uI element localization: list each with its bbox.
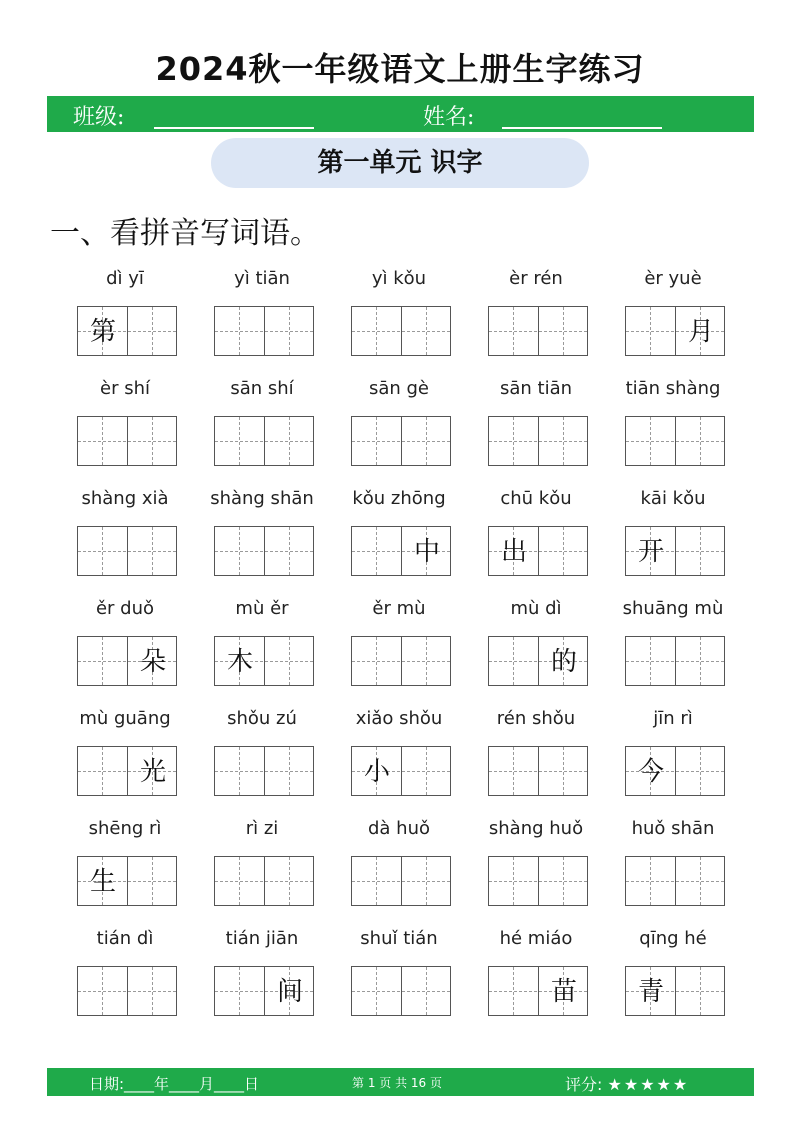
- pinyin-label: xiǎo shǒu: [355, 708, 443, 729]
- given-character: 中: [413, 537, 440, 567]
- given-character: [265, 417, 315, 467]
- pinyin-label: tiān shàng: [625, 378, 721, 399]
- given-character: 青: [637, 977, 664, 1007]
- score-label: 评分:: [565, 1075, 603, 1094]
- given-character: [402, 857, 452, 907]
- writing-box[interactable]: [488, 306, 588, 356]
- pinyin-label: kāi kǒu: [640, 488, 706, 509]
- writing-box[interactable]: [77, 746, 177, 796]
- given-character: [489, 307, 539, 357]
- unit-title: 第一单元 识字: [211, 138, 589, 188]
- info-bar: [47, 96, 754, 132]
- pinyin-label: yì tiān: [234, 268, 290, 289]
- given-character: [215, 417, 265, 467]
- writing-box[interactable]: [77, 416, 177, 466]
- given-character: [215, 857, 265, 907]
- pinyin-label: shuāng mù: [622, 598, 724, 619]
- given-character: 开: [637, 537, 664, 567]
- given-character: [265, 857, 315, 907]
- name-input-line[interactable]: [502, 127, 662, 129]
- pinyin-label: tián dì: [96, 928, 154, 949]
- given-character: [539, 527, 589, 577]
- given-character: [402, 747, 452, 797]
- given-character: 光: [139, 757, 166, 787]
- writing-box[interactable]: [625, 856, 725, 906]
- pinyin-label: shǒu zú: [227, 708, 297, 729]
- pinyin-label: qīng hé: [639, 928, 707, 949]
- writing-box[interactable]: [625, 966, 725, 1016]
- given-character: 木: [226, 647, 253, 677]
- given-character: [78, 967, 128, 1017]
- writing-box[interactable]: [214, 746, 314, 796]
- given-character: [676, 857, 726, 907]
- given-character: 出: [500, 537, 527, 567]
- writing-box[interactable]: [77, 856, 177, 906]
- given-character: [215, 527, 265, 577]
- pinyin-label: rén shǒu: [496, 708, 576, 729]
- pinyin-label: hé miáo: [499, 928, 573, 949]
- page-number: 第 1 页 共 16 页: [352, 1076, 442, 1090]
- writing-box[interactable]: [77, 636, 177, 686]
- pinyin-label: tián jiān: [225, 928, 299, 949]
- writing-box[interactable]: [77, 526, 177, 576]
- pinyin-label: ěr mù: [372, 598, 426, 619]
- pinyin-label: èr shí: [100, 378, 150, 399]
- pinyin-label: sān gè: [368, 378, 430, 399]
- given-character: 朵: [139, 647, 166, 677]
- writing-box[interactable]: [77, 966, 177, 1016]
- pinyin-label: shēng rì: [88, 818, 162, 839]
- given-character: [352, 967, 402, 1017]
- given-character: [489, 417, 539, 467]
- given-character: 苗: [550, 977, 577, 1007]
- given-character: [402, 967, 452, 1017]
- pinyin-label: dì yī: [106, 268, 144, 289]
- given-character: [78, 527, 128, 577]
- writing-box[interactable]: [214, 306, 314, 356]
- date-field: 日期:____年____月____日: [89, 1075, 260, 1093]
- given-character: [128, 527, 178, 577]
- footer-bar: [47, 1068, 754, 1096]
- page-title: 2024秋一年级语文上册生字练习: [155, 50, 645, 88]
- given-character: [676, 967, 726, 1017]
- pinyin-label: shàng xià: [81, 488, 169, 509]
- given-character: [402, 417, 452, 467]
- writing-box[interactable]: [351, 306, 451, 356]
- writing-box[interactable]: [625, 636, 725, 686]
- writing-box[interactable]: [214, 966, 314, 1016]
- given-character: [352, 307, 402, 357]
- pinyin-label: sān tiān: [499, 378, 573, 399]
- writing-box[interactable]: [625, 416, 725, 466]
- score-stars: ★★★★★: [607, 1075, 690, 1094]
- pinyin-label: chū kǒu: [500, 488, 572, 509]
- pinyin-label: kǒu zhōng: [352, 488, 446, 509]
- given-character: [265, 637, 315, 687]
- pinyin-label: rì zi: [245, 818, 279, 839]
- pinyin-label: èr rén: [509, 268, 563, 289]
- given-character: [539, 417, 589, 467]
- writing-box[interactable]: [488, 856, 588, 906]
- writing-box[interactable]: [351, 746, 451, 796]
- given-character: [676, 637, 726, 687]
- writing-box[interactable]: [488, 746, 588, 796]
- given-character: [676, 527, 726, 577]
- pinyin-label: èr yuè: [644, 268, 702, 289]
- writing-box[interactable]: [488, 636, 588, 686]
- given-character: [539, 747, 589, 797]
- writing-box[interactable]: [214, 526, 314, 576]
- given-character: [215, 747, 265, 797]
- pinyin-label: ěr duǒ: [95, 598, 155, 619]
- name-label: 姓名:: [423, 105, 475, 130]
- pinyin-label: mù ěr: [235, 598, 289, 619]
- writing-box[interactable]: [625, 306, 725, 356]
- given-character: 的: [550, 647, 577, 677]
- given-character: [626, 417, 676, 467]
- given-character: [265, 307, 315, 357]
- given-character: [626, 857, 676, 907]
- given-character: [215, 967, 265, 1017]
- given-character: [352, 417, 402, 467]
- given-character: [352, 527, 402, 577]
- class-label: 班级:: [73, 105, 125, 130]
- writing-box[interactable]: [488, 966, 588, 1016]
- writing-box[interactable]: [214, 636, 314, 686]
- writing-box[interactable]: [351, 636, 451, 686]
- pinyin-label: shàng huǒ: [488, 818, 584, 839]
- given-character: [626, 307, 676, 357]
- writing-box[interactable]: [351, 966, 451, 1016]
- given-character: [489, 857, 539, 907]
- given-character: 间: [276, 977, 303, 1007]
- given-character: [489, 967, 539, 1017]
- given-character: [128, 857, 178, 907]
- pinyin-label: yì kǒu: [371, 268, 427, 289]
- writing-box[interactable]: [351, 416, 451, 466]
- given-character: [489, 747, 539, 797]
- given-character: [215, 307, 265, 357]
- writing-box[interactable]: [351, 856, 451, 906]
- pinyin-label: sān shí: [230, 378, 294, 399]
- given-character: [128, 417, 178, 467]
- given-character: [128, 967, 178, 1017]
- given-character: 生: [89, 867, 116, 897]
- given-character: 月: [687, 317, 714, 347]
- given-character: 第: [89, 317, 116, 347]
- given-character: [265, 527, 315, 577]
- given-character: [265, 747, 315, 797]
- pinyin-label: jīn rì: [653, 708, 693, 729]
- writing-box[interactable]: [214, 416, 314, 466]
- pinyin-label: mù dì: [510, 598, 562, 619]
- pinyin-label: shàng shān: [210, 488, 314, 509]
- writing-box[interactable]: [488, 416, 588, 466]
- given-character: [676, 417, 726, 467]
- given-character: [676, 747, 726, 797]
- pinyin-label: mù guāng: [79, 708, 171, 729]
- writing-box[interactable]: [214, 856, 314, 906]
- given-character: [489, 637, 539, 687]
- class-input-line[interactable]: [154, 127, 314, 129]
- writing-box[interactable]: [77, 306, 177, 356]
- pinyin-label: dà huǒ: [367, 818, 430, 839]
- writing-box[interactable]: [351, 526, 451, 576]
- section-title: 一、看拼音写词语。: [50, 216, 320, 251]
- given-character: [78, 747, 128, 797]
- given-character: [539, 307, 589, 357]
- given-character: [78, 637, 128, 687]
- given-character: [128, 307, 178, 357]
- pinyin-label: huǒ shān: [631, 818, 715, 839]
- pinyin-label: shuǐ tián: [360, 928, 438, 949]
- writing-box[interactable]: [625, 526, 725, 576]
- given-character: 小: [363, 757, 390, 787]
- given-character: [352, 857, 402, 907]
- score-field: [565, 1072, 689, 1095]
- writing-box[interactable]: [625, 746, 725, 796]
- given-character: [539, 857, 589, 907]
- given-character: 今: [637, 757, 664, 787]
- given-character: [626, 637, 676, 687]
- given-character: [402, 637, 452, 687]
- given-character: [78, 417, 128, 467]
- writing-box[interactable]: [488, 526, 588, 576]
- given-character: [402, 307, 452, 357]
- given-character: [352, 637, 402, 687]
